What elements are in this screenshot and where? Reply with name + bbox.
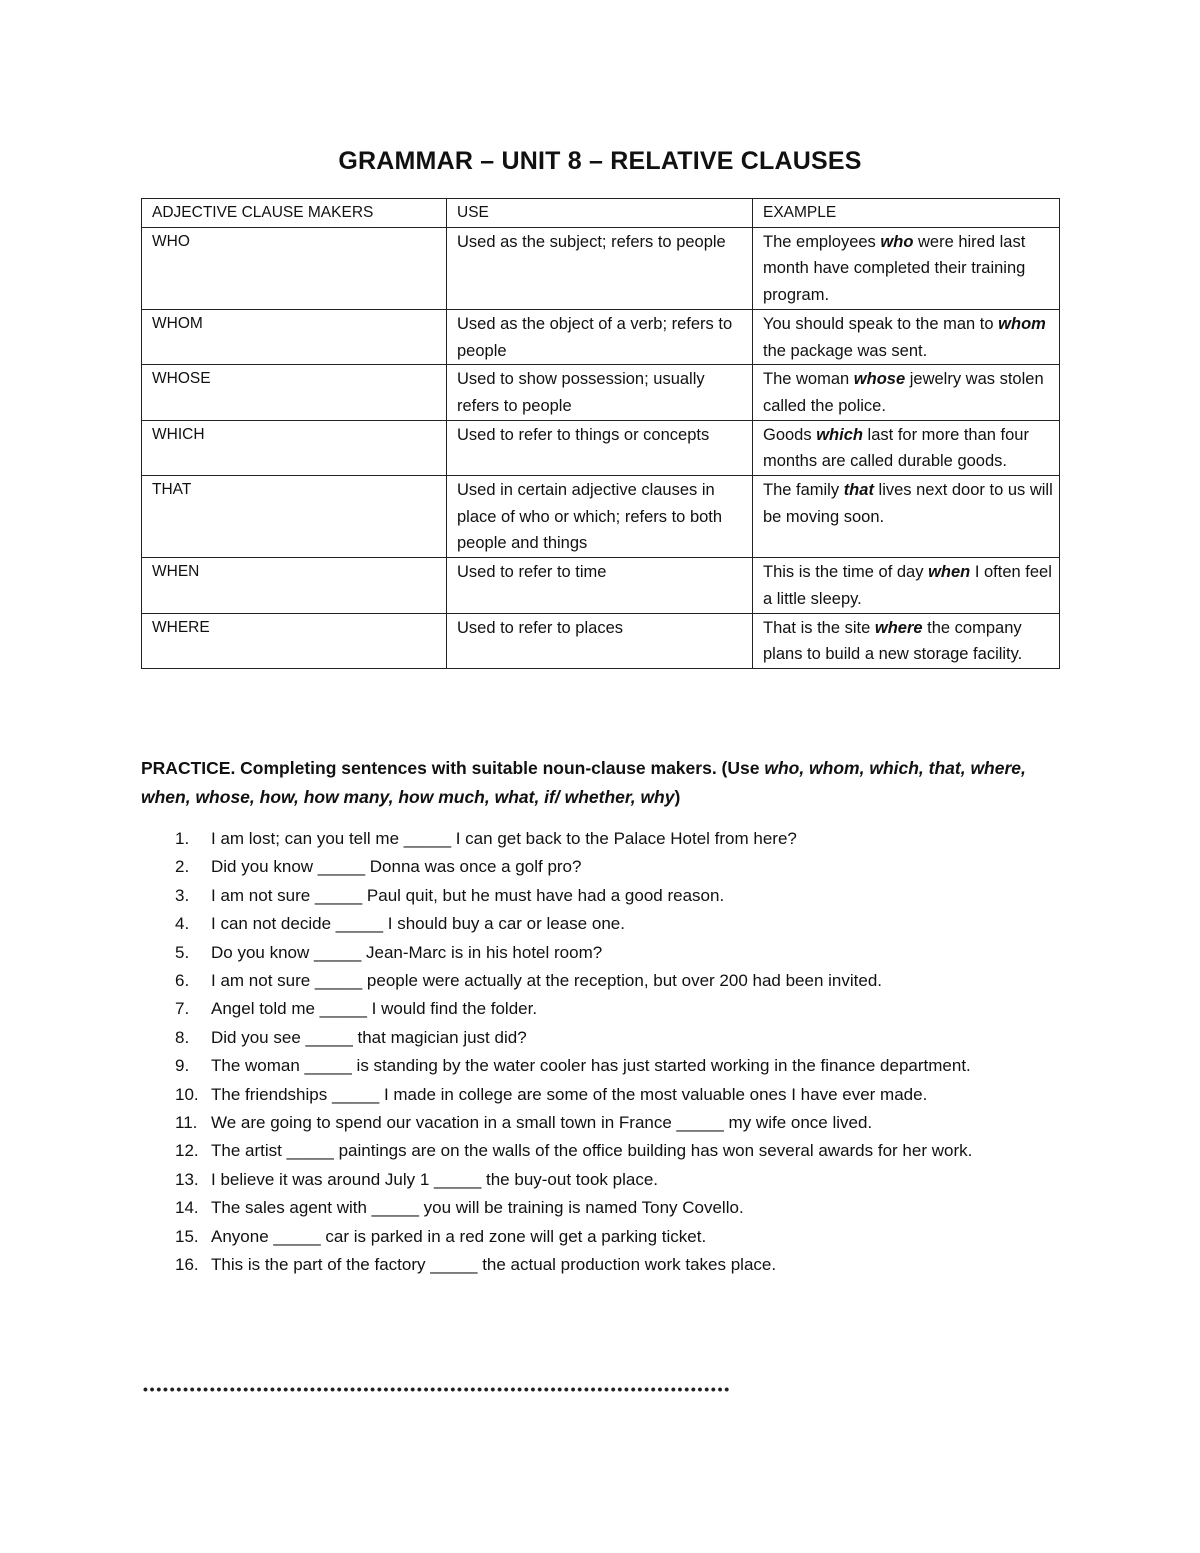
exercise-text: I can not decide _____ I should buy a car or lease one. xyxy=(211,914,625,934)
exercise-item xyxy=(141,967,1061,995)
clause-marker: WHERE xyxy=(142,613,447,668)
exercise-number: 5. xyxy=(175,942,190,962)
exercise-text: Anyone _____ car is parked in a red zone will get a parking ticket. xyxy=(211,1226,707,1246)
practice-word-list: who, whom, which, that, where, when, whose, how, how many, how much, what, if/ whether, why xyxy=(141,758,1026,807)
example-text: The family xyxy=(763,481,844,500)
practice-instructions xyxy=(141,754,1061,811)
example-keyword: where xyxy=(874,618,923,637)
example-text: The employees xyxy=(763,232,881,251)
clause-use: Used to show possession; usually refers to people xyxy=(447,365,753,420)
table-row-which xyxy=(142,420,1060,475)
exercise-text: I am not sure _____ people were actually at the reception, but over 200 had been invited. xyxy=(211,971,883,991)
clause-use: Used to refer to time xyxy=(447,558,753,613)
example-text: This is the time of day xyxy=(763,563,929,582)
example-keyword: whose xyxy=(853,370,906,389)
example-text: That is the site xyxy=(763,618,875,637)
clause-example xyxy=(753,476,1060,558)
exercise-text: Did you know _____ Donna was once a golf pro? xyxy=(211,857,582,877)
example-text: the company plans to build a new storage facility. xyxy=(763,618,1023,664)
clause-marker: WHEN xyxy=(142,558,447,613)
table-header-row xyxy=(142,199,1060,228)
exercise-text: The artist _____ paintings are on the walls of the office building has won several awards for her work. xyxy=(211,1141,973,1161)
table-row-when xyxy=(142,558,1060,613)
example-text: the package was sent. xyxy=(763,341,928,360)
exercise-item xyxy=(141,1052,1061,1080)
exercise-number: 12. xyxy=(175,1141,199,1161)
exercise-text: I am not sure _____ Paul quit, but he must have had a good reason. xyxy=(211,885,725,905)
exercise-number: 13. xyxy=(175,1169,199,1189)
example-keyword: that xyxy=(843,481,874,500)
clause-example xyxy=(753,558,1060,613)
example-keyword: when xyxy=(928,563,971,582)
exercise-number: 8. xyxy=(175,1027,190,1047)
example-keyword: who xyxy=(880,232,914,251)
example-keyword: whom xyxy=(998,314,1046,333)
clause-example xyxy=(753,420,1060,475)
practice-heading: PRACTICE. Completing sentences with suitable noun-clause makers. (Use xyxy=(141,758,765,778)
example-text: You should speak to the man to xyxy=(763,314,999,333)
clause-marker: WHOSE xyxy=(142,365,447,420)
exercise-item xyxy=(141,1081,1061,1109)
clause-use: Used as the subject; refers to people xyxy=(447,227,753,309)
exercise-item xyxy=(141,995,1061,1023)
exercise-number: 16. xyxy=(175,1255,199,1275)
exercise-item xyxy=(141,825,1061,853)
example-text: I often feel a little sleepy. xyxy=(763,563,1052,608)
table-row-that xyxy=(142,476,1060,558)
example-text: were hired last month have completed their training program. xyxy=(763,232,1026,305)
exercise-number: 15. xyxy=(175,1226,199,1246)
header-use: USE xyxy=(447,199,753,228)
table-row-whom xyxy=(142,309,1060,364)
exercise-item xyxy=(141,910,1061,938)
clause-use: Used to refer to places xyxy=(447,613,753,668)
exercise-item xyxy=(141,1251,1061,1279)
exercise-item xyxy=(141,1194,1061,1222)
exercise-number: 6. xyxy=(175,971,190,991)
clause-use: Used to refer to things or concepts xyxy=(447,420,753,475)
example-text: The woman xyxy=(763,370,854,389)
clause-example xyxy=(753,227,1060,309)
header-adjective-clause-makers: ADJECTIVE CLAUSE MAKERS xyxy=(142,199,447,228)
exercise-number: 4. xyxy=(175,914,190,934)
example-text: Goods xyxy=(763,425,817,444)
table-row-whose xyxy=(142,365,1060,420)
exercise-item xyxy=(141,1024,1061,1052)
table-row-who xyxy=(142,227,1060,309)
practice-closing: ) xyxy=(674,786,681,807)
exercise-item xyxy=(141,1166,1061,1194)
exercise-number: 10. xyxy=(175,1084,199,1104)
clause-marker: WHO xyxy=(142,227,447,309)
exercise-text: Do you know _____ Jean-Marc is in his hotel room? xyxy=(211,942,603,962)
relative-clauses-table xyxy=(141,198,1060,669)
clause-example xyxy=(753,365,1060,420)
exercise-number: 3. xyxy=(175,885,190,905)
exercise-item xyxy=(141,853,1061,881)
exercise-item xyxy=(141,1109,1061,1137)
clause-use: Used as the object of a verb; refers to people xyxy=(447,309,753,364)
exercise-number: 11. xyxy=(175,1113,198,1133)
example-text: jewelry was stolen called the police. xyxy=(763,370,1044,415)
exercise-number: 2. xyxy=(175,857,190,877)
table-row-where xyxy=(142,613,1060,668)
exercise-number: 7. xyxy=(175,999,190,1019)
example-keyword: which xyxy=(816,425,863,444)
exercise-text: This is the part of the factory _____ the actual production work takes place. xyxy=(211,1255,777,1275)
exercise-list xyxy=(141,825,1061,1280)
exercise-number: 9. xyxy=(175,1056,190,1076)
dotted-divider: •••••••••••••••••••••••••••••••••••••••••••••••••••••••••••••••••••••••••••••••••••••••• xyxy=(143,1381,731,1397)
clause-marker: WHICH xyxy=(142,420,447,475)
header-example: EXAMPLE xyxy=(753,199,1060,228)
exercise-item xyxy=(141,1137,1061,1165)
exercise-text: The sales agent with _____ you will be training is named Tony Covello. xyxy=(211,1198,744,1218)
exercise-text: The woman _____ is standing by the water cooler has just started working in the finance department. xyxy=(211,1056,971,1076)
exercise-item xyxy=(141,939,1061,967)
clause-example xyxy=(753,613,1060,668)
page-title: GRAMMAR – UNIT 8 – RELATIVE CLAUSES xyxy=(338,147,862,175)
exercise-item xyxy=(141,1223,1061,1251)
clause-use: Used in certain adjective clauses in place of who or which; refers to both people and things xyxy=(447,476,753,558)
clause-marker: THAT xyxy=(142,476,447,558)
example-text: last for more than four months are called durable goods. xyxy=(763,425,1029,471)
exercise-item xyxy=(141,882,1061,910)
exercise-number: 1. xyxy=(175,829,190,848)
clause-marker: WHOM xyxy=(142,309,447,364)
exercise-text: Did you see _____ that magician just did? xyxy=(211,1027,527,1047)
exercise-number: 14. xyxy=(175,1198,199,1218)
exercise-text: We are going to spend our vacation in a small town in France _____ my wife once lived. xyxy=(211,1113,873,1133)
example-text: lives next door to us will be moving soon. xyxy=(763,481,1053,526)
exercise-text: I believe it was around July 1 _____ the buy-out took place. xyxy=(211,1169,659,1189)
clause-example xyxy=(753,309,1060,364)
exercise-text: The friendships _____ I made in college are some of the most valuable ones I have ever made. xyxy=(211,1084,928,1104)
exercise-text: I am lost; can you tell me _____ I can get back to the Palace Hotel from here? xyxy=(211,829,797,848)
exercise-text: Angel told me _____ I would find the folder. xyxy=(211,999,538,1019)
